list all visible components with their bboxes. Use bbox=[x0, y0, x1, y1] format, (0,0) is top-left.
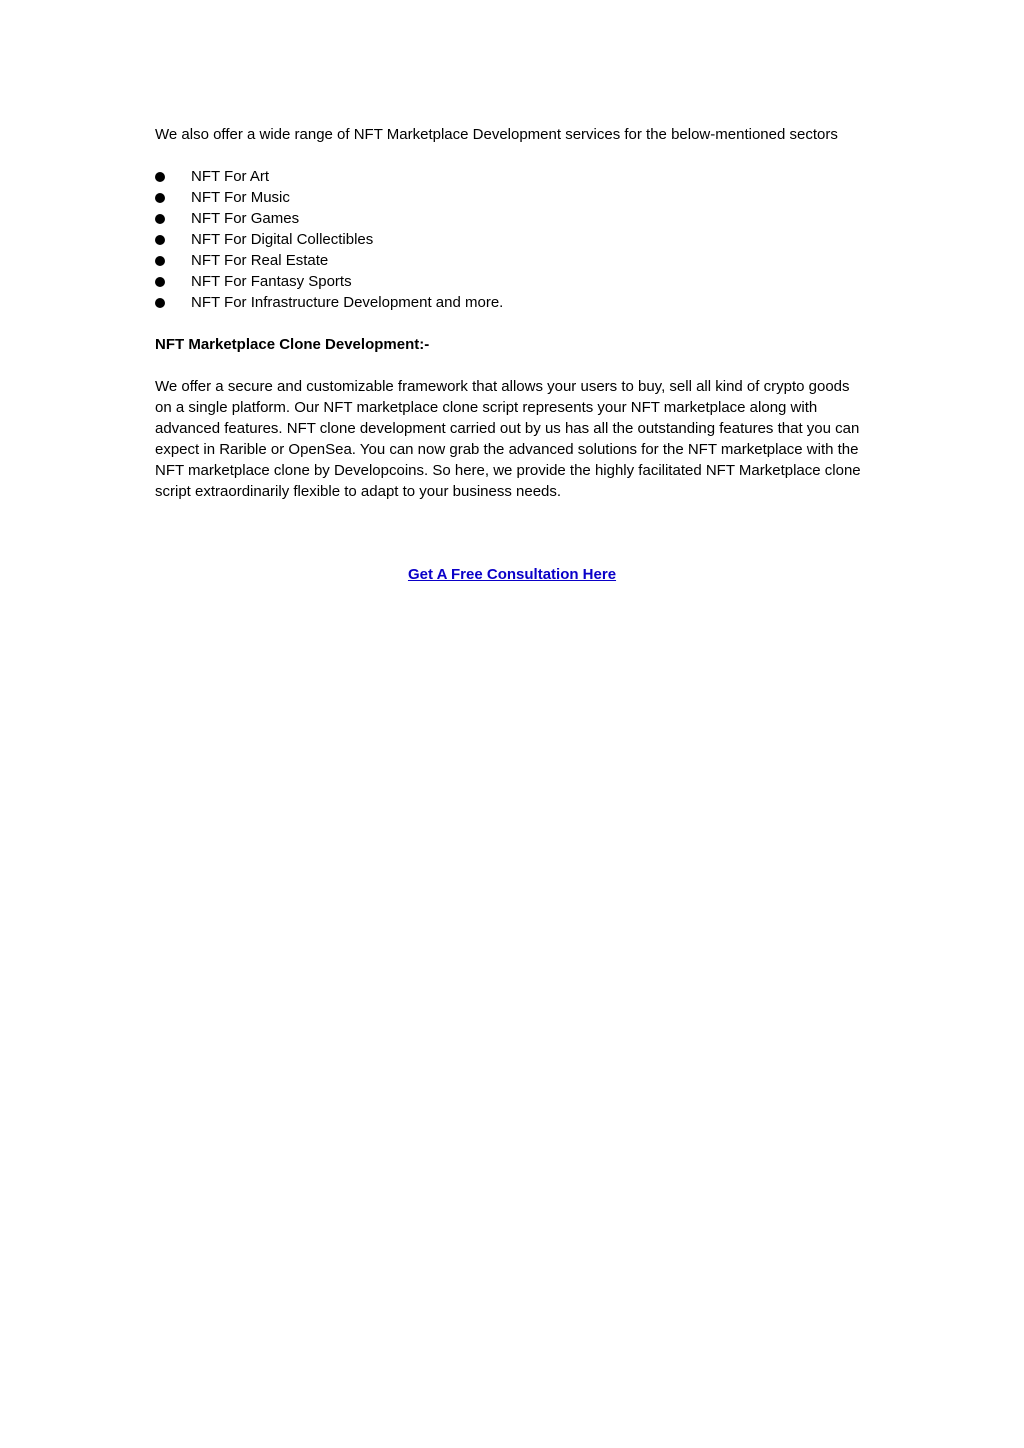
sector-label: NFT For Fantasy Sports bbox=[191, 273, 352, 290]
free-consultation-link[interactable]: Get A Free Consultation Here bbox=[407, 566, 617, 583]
cta-container bbox=[0, 564, 1024, 585]
list-item bbox=[155, 166, 867, 187]
list-item bbox=[155, 250, 867, 271]
sector-label: NFT For Art bbox=[191, 168, 270, 185]
list-item bbox=[155, 271, 867, 292]
bullet-icon bbox=[155, 235, 165, 245]
section-heading: NFT Marketplace Clone Development:- bbox=[155, 336, 430, 353]
bullet-icon bbox=[155, 298, 165, 308]
bullet-icon bbox=[155, 214, 165, 224]
bullet-icon bbox=[155, 172, 165, 182]
sector-label: NFT For Real Estate bbox=[191, 252, 329, 269]
list-item bbox=[155, 187, 867, 208]
sector-list bbox=[155, 166, 867, 313]
bullet-icon bbox=[155, 193, 165, 203]
document-page bbox=[155, 124, 867, 502]
list-item bbox=[155, 292, 867, 313]
sector-label: NFT For Infrastructure Development and more. bbox=[191, 294, 504, 311]
sector-label: NFT For Games bbox=[191, 210, 300, 227]
sector-label: NFT For Music bbox=[191, 189, 290, 206]
list-item bbox=[155, 229, 867, 250]
body-paragraph: We offer a secure and customizable framework that allows your users to buy, sell all kind of crypto goods on a single platform. Our NFT marketplace clone script represents your NFT marketplace along with advanced features. NFT clone development carried out by us has all the outstanding features that you can expect in Rarible or OpenSea. You can now grab the advanced solutions for the NFT marketplace with the NFT marketplace clone by Developcoins. So here, we provide the highly facilitated NFT Marketplace clone script extraordinarily flexible to adapt to your business needs. bbox=[155, 378, 861, 500]
bullet-icon bbox=[155, 277, 165, 287]
intro-paragraph: We also offer a wide range of NFT Marketplace Development services for the below-mentioned sectors bbox=[155, 126, 838, 143]
list-item bbox=[155, 208, 867, 229]
sector-label: NFT For Digital Collectibles bbox=[191, 231, 374, 248]
bullet-icon bbox=[155, 256, 165, 266]
